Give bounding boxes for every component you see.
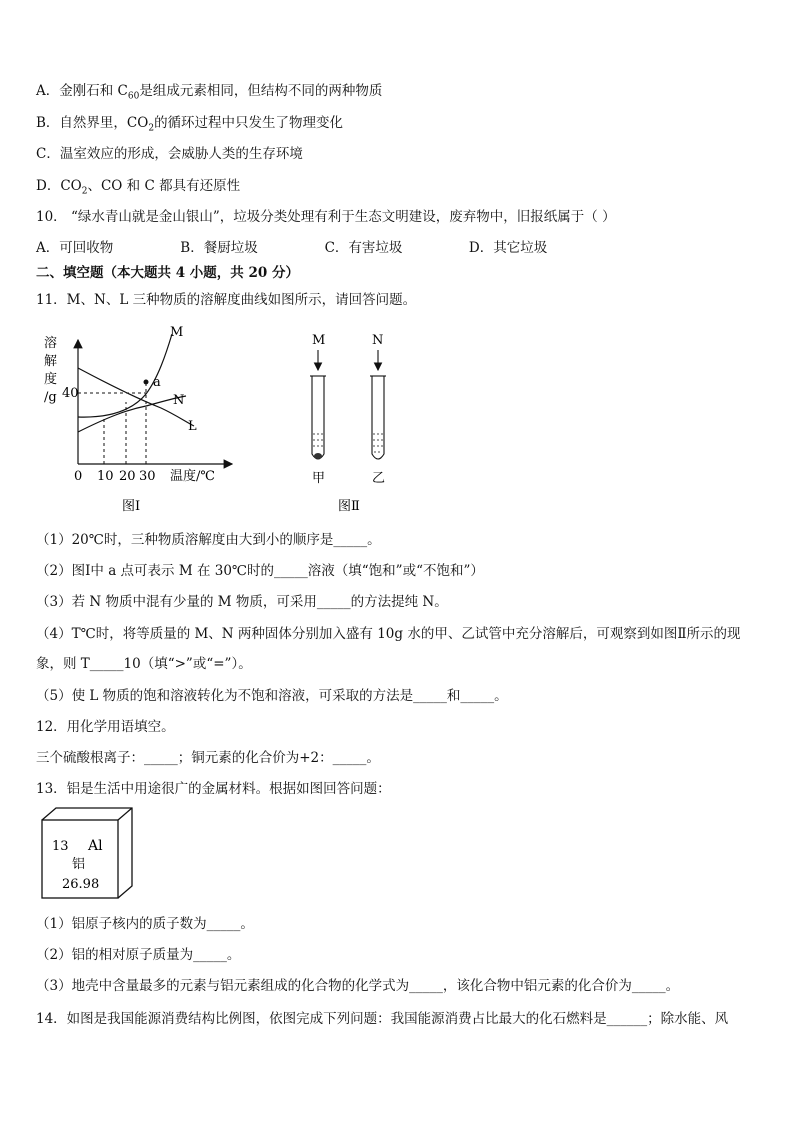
y-label-1: 溶 bbox=[44, 336, 58, 351]
q9-option-c: C．温室效应的形成，会威胁人类的生存环境 bbox=[36, 146, 303, 162]
q9-option-a: A．金刚石和 $C_{60}$是组成元素相同，但结构不同的两种物质 bbox=[36, 83, 383, 102]
element-cell-aluminum bbox=[36, 806, 136, 902]
q11-sub2: （2）图Ⅰ中 a 点可表示 M 在 30℃时的_____溶液（填“饱和”或“不饱和”） bbox=[36, 563, 484, 579]
x-tick-0: 0 bbox=[74, 469, 83, 484]
q13-stem: 13．铝是生活中用途很广的金属材料。根据如图回答问题： bbox=[36, 781, 391, 797]
q13-sub3: （3）地壳中含量最多的元素与铝元素组成的化合物的化学式为_____，该化合物中铝元素的化合价为_____。 bbox=[36, 978, 680, 994]
curve-n-label: N bbox=[173, 393, 185, 408]
q9-option-b: B．自然界里，$CO_2$的循环过程中只发生了物理变化 bbox=[36, 115, 344, 134]
q11-stem: 11．M、N、L 三种物质的溶解度曲线如图所示，请回答问题。 bbox=[36, 292, 417, 308]
solubility-chart bbox=[36, 322, 246, 518]
curve-l-label: L bbox=[188, 419, 197, 434]
test-tube-figure bbox=[290, 322, 400, 518]
q10-stem: 10． “绿水青山就是金山银山”，垃圾分类处理有利于生态文明建设，废弃物中，旧报纸属于（ ） bbox=[36, 209, 616, 225]
atomic-mass: 26.98 bbox=[62, 877, 100, 892]
atomic-number: 13 bbox=[52, 839, 69, 854]
curve-n bbox=[78, 396, 186, 432]
q12-stem: 12．用化学用语填空。 bbox=[36, 719, 175, 735]
q11-sub3: （3）若 N 物质中混有少量的 M 物质，可采用_____的方法提纯 N。 bbox=[36, 594, 448, 610]
x-tick-10: 10 bbox=[97, 469, 114, 484]
tube-jia bbox=[310, 376, 326, 459]
q14-stem: 14．如图是我国能源消费结构比例图，依图完成下列问题：我国能源消费占比最大的化石燃料是______；除水能、风 bbox=[36, 1011, 729, 1027]
q11-sub4-line1: （4）T℃时，将等质量的 M、N 两种固体分别加入盛有 10g 水的甲、乙试管中充分溶解后，可观察到如图Ⅱ所示的现 bbox=[36, 626, 741, 642]
tube-yi bbox=[370, 376, 386, 459]
tube-n-label: N bbox=[372, 333, 384, 348]
q11-sub1: （1）20℃时，三种物质溶解度由大到小的顺序是_____。 bbox=[36, 532, 381, 548]
section-title: 二、填空题（本大题共 4 小题，共 20 分） bbox=[36, 265, 299, 281]
y-label-3: 度 bbox=[44, 372, 58, 387]
y-label-4: /g bbox=[44, 390, 57, 405]
q13-sub2: （2）铝的相对原子质量为_____。 bbox=[36, 947, 241, 963]
y-tick-40: 40 bbox=[62, 386, 79, 401]
element-name: 铝 bbox=[72, 857, 86, 872]
tube-yi-label: 乙 bbox=[372, 471, 386, 486]
tube-m-label: M bbox=[312, 333, 326, 348]
q10-option-b: B．餐厨垃圾 bbox=[180, 240, 258, 256]
q13-sub1: （1）铝原子核内的质子数为_____。 bbox=[36, 916, 254, 932]
fig2-caption: 图Ⅱ bbox=[338, 499, 360, 514]
q10-options bbox=[36, 239, 609, 257]
x-tick-30: 30 bbox=[139, 469, 156, 484]
element-symbol: Al bbox=[88, 838, 103, 854]
curve-m-label: M bbox=[170, 325, 184, 340]
y-label-2: 解 bbox=[44, 354, 58, 369]
x-tick-20: 20 bbox=[119, 469, 136, 484]
q10-option-a: A．可回收物 bbox=[36, 240, 114, 256]
tube-jia-label: 甲 bbox=[312, 471, 326, 486]
fig1-caption: 图Ⅰ bbox=[122, 499, 141, 514]
x-axis-label: 温度/℃ bbox=[170, 469, 215, 484]
q10-option-c: C．有害垃圾 bbox=[324, 240, 403, 256]
point-a bbox=[144, 380, 149, 385]
q12-line: 三个硫酸根离子：_____；铜元素的化合价为+2：_____。 bbox=[36, 750, 380, 766]
q11-sub4-line2: 象，则 T_____10（填“>”或“=”）。 bbox=[36, 656, 252, 672]
point-a-label: a bbox=[153, 375, 161, 390]
q10-option-d: D．其它垃圾 bbox=[468, 240, 548, 256]
q9-option-d: D．$CO_2$、CO 和 C 都具有还原性 bbox=[36, 178, 241, 197]
undissolved-solid bbox=[314, 453, 322, 459]
q11-sub5: （5）使 L 物质的饱和溶液转化为不饱和溶液，可采取的方法是_____和_____。 bbox=[36, 688, 508, 704]
